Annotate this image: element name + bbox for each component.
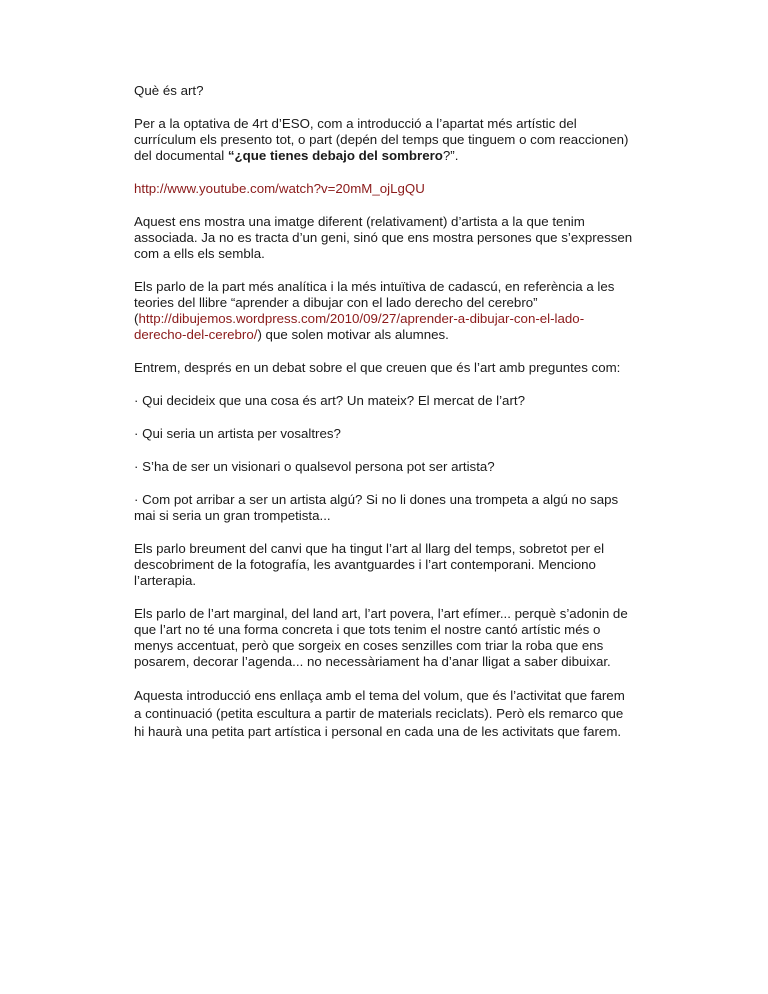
paragraph-history: Els parlo breument del canvi que ha tingut l’art al llarg del temps, sobretot per el descobriment de la fotografía, les avantguardes i l’art contemporani. Menciono l’arterapia. bbox=[134, 541, 605, 588]
doc-title: Què és art? bbox=[134, 83, 204, 98]
paragraph-intro bbox=[134, 116, 634, 164]
youtube-link[interactable]: http://www.youtube.com/watch?v=20mM_ojLgQU bbox=[134, 181, 425, 196]
paragraph-analytic-tail: ) que solen motivar als alumnes. bbox=[257, 327, 449, 342]
paragraph-analytic-text: Els parlo de la part més analítica i la més intuïtiva de cadascú, en referència a les teories del llibre “aprender a dibujar con el lado derecho del cerebro” ( bbox=[134, 279, 615, 326]
document-page bbox=[134, 83, 634, 758]
paragraph-volume: Aquesta introducció ens enllaça amb el tema del volum, que és l’activitat que farem a continuació (petita escultura a partir de materials reciclats). Però els remarco que hi haurà una petita part artística i personal en cada una de les activitats que farem. bbox=[134, 688, 625, 739]
paragraph-debate: Entrem, després en un debat sobre el que creuen que és l’art amb preguntes com: bbox=[134, 360, 621, 375]
question-3: · S’ha de ser un visionari o qualsevol persona pot ser artista? bbox=[134, 459, 495, 474]
question-2: · Qui seria un artista per vosaltres? bbox=[134, 426, 341, 441]
question-4: · Com pot arribar a ser un artista algú? Si no li dones una trompeta a algú no saps mai si seria un gran trompetista... bbox=[134, 492, 619, 523]
question-1: · Qui decideix que una cosa és art? Un mateix? El mercat de l’art? bbox=[134, 393, 525, 408]
paragraph-marginal-art: Els parlo de l’art marginal, del land art, l’art povera, l’art efímer... perquè s’adonin de que l’art no té una forma concreta i que tots tenim el nostre cantó artístic més o menys accentuat, però que sorgeix en coses senzilles com triar la roba que ens posarem, decorar l’agenda... no necessàriament ha d’anar lligat a saber dibuixar. bbox=[134, 606, 628, 669]
paragraph-analytic-intuitive bbox=[134, 279, 634, 343]
paragraph-artist-image: Aquest ens mostra una imatge diferent (relativament) d’artista a la que tenim associada. Ja no es tracta d’un geni, sinó que ens mostra persones que s’expressen com a ells els sembla. bbox=[134, 214, 633, 261]
dibujemos-link[interactable]: http://dibujemos.wordpress.com/2010/09/27/aprender-a-dibujar-con-el-lado-derecho-del-cerebro/ bbox=[134, 311, 585, 342]
paragraph-intro-tail: ?”. bbox=[442, 148, 459, 163]
paragraph-intro-text: Per a la optativa de 4rt d’ESO, com a introducció a l’apartat més artístic del currículum els presento tot, o part (depén del temps que tinguem o com reaccionen) del documental bbox=[134, 116, 629, 163]
documentary-title: “¿que tienes debajo del sombrero bbox=[227, 148, 443, 163]
youtube-link-line bbox=[134, 181, 634, 197]
